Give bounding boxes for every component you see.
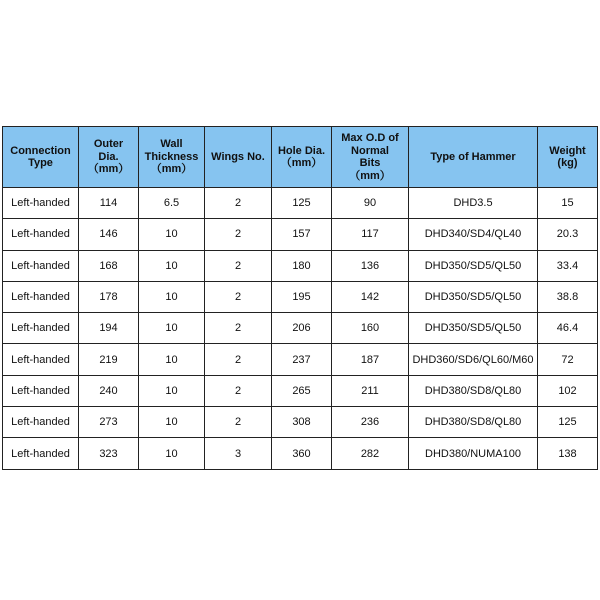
header-row: [3, 127, 598, 188]
header-line: Outer: [93, 138, 124, 151]
table-row: [3, 250, 598, 281]
cell-connection-type: Left-handed: [3, 313, 79, 344]
cell-connection-type: Left-handed: [3, 219, 79, 250]
cell-wings-no: 2: [205, 219, 272, 250]
cell-weight: 15: [538, 188, 598, 219]
cell-connection-type: Left-handed: [3, 344, 79, 375]
cell-weight: 102: [538, 375, 598, 406]
cell-weight: 72: [538, 344, 598, 375]
cell-wings-no: 2: [205, 188, 272, 219]
cell-max-od-bits: 187: [332, 344, 409, 375]
header-line: Hole Dia.: [277, 144, 326, 157]
cell-outer-dia: 323: [79, 438, 139, 469]
cell-wall-thickness: 10: [139, 407, 205, 438]
cell-hole-dia: 157: [272, 219, 332, 250]
cell-connection-type: Left-handed: [3, 375, 79, 406]
cell-wall-thickness: 10: [139, 375, 205, 406]
cell-type-of-hammer: DHD3.5: [409, 188, 538, 219]
header-line: Dia.: [98, 150, 119, 163]
cell-wall-thickness: 10: [139, 219, 205, 250]
table-row: [3, 407, 598, 438]
table-row: [3, 344, 598, 375]
cell-wings-no: 2: [205, 375, 272, 406]
cell-max-od-bits: 282: [332, 438, 409, 469]
header-hole-dia: [272, 127, 332, 188]
header-line: （mm）: [280, 157, 323, 169]
cell-max-od-bits: 90: [332, 188, 409, 219]
header-line: (kg): [557, 157, 578, 169]
cell-wings-no: 2: [205, 313, 272, 344]
cell-weight: 38.8: [538, 281, 598, 312]
cell-wall-thickness: 6.5: [139, 188, 205, 219]
cell-outer-dia: 219: [79, 344, 139, 375]
cell-type-of-hammer: DHD360/SD6/QL60/M60: [409, 344, 538, 375]
cell-wings-no: 2: [205, 281, 272, 312]
cell-weight: 33.4: [538, 250, 598, 281]
cell-wings-no: 2: [205, 344, 272, 375]
table-row: [3, 313, 598, 344]
header-line: Normal: [351, 144, 389, 157]
header-line: Type: [28, 157, 53, 169]
cell-hole-dia: 237: [272, 344, 332, 375]
header-wings-no: [205, 127, 272, 188]
header-line: Thickness: [144, 150, 199, 163]
cell-hole-dia: 206: [272, 313, 332, 344]
cell-type-of-hammer: DHD380/SD8/QL80: [409, 375, 538, 406]
cell-wall-thickness: 10: [139, 281, 205, 312]
cell-wings-no: 2: [205, 250, 272, 281]
header-line: （mm）: [349, 169, 391, 182]
cell-connection-type: Left-handed: [3, 188, 79, 219]
cell-hole-dia: 265: [272, 375, 332, 406]
cell-connection-type: Left-handed: [3, 438, 79, 469]
header-line: Weight: [549, 144, 586, 157]
cell-type-of-hammer: DHD350/SD5/QL50: [409, 313, 538, 344]
cell-outer-dia: 194: [79, 313, 139, 344]
header-wall-thickness: [139, 127, 205, 188]
cell-weight: 20.3: [538, 219, 598, 250]
table-row: [3, 438, 598, 469]
cell-type-of-hammer: DHD340/SD4/QL40: [409, 219, 538, 250]
header-max-od-bits: [332, 127, 409, 188]
header-type-of-hammer: [409, 127, 538, 188]
cell-outer-dia: 240: [79, 375, 139, 406]
cell-wall-thickness: 10: [139, 250, 205, 281]
header-line: Wings No.: [211, 150, 265, 163]
cell-outer-dia: 146: [79, 219, 139, 250]
cell-weight: 138: [538, 438, 598, 469]
spec-table: [2, 126, 598, 470]
cell-max-od-bits: 211: [332, 375, 409, 406]
cell-weight: 125: [538, 407, 598, 438]
cell-max-od-bits: 136: [332, 250, 409, 281]
table-row: [3, 219, 598, 250]
cell-max-od-bits: 236: [332, 407, 409, 438]
cell-hole-dia: 125: [272, 188, 332, 219]
table-row: [3, 375, 598, 406]
cell-hole-dia: 360: [272, 438, 332, 469]
cell-hole-dia: 308: [272, 407, 332, 438]
cell-hole-dia: 195: [272, 281, 332, 312]
header-line: Bits: [359, 157, 381, 169]
header-weight: [538, 127, 598, 188]
table-body: [3, 188, 598, 470]
cell-type-of-hammer: DHD380/SD8/QL80: [409, 407, 538, 438]
cell-wall-thickness: 10: [139, 313, 205, 344]
cell-weight: 46.4: [538, 313, 598, 344]
cell-type-of-hammer: DHD350/SD5/QL50: [409, 281, 538, 312]
cell-outer-dia: 273: [79, 407, 139, 438]
cell-max-od-bits: 117: [332, 219, 409, 250]
header-line: （mm）: [87, 163, 130, 176]
cell-max-od-bits: 142: [332, 281, 409, 312]
cell-max-od-bits: 160: [332, 313, 409, 344]
header-outer-dia: [79, 127, 139, 188]
cell-connection-type: Left-handed: [3, 407, 79, 438]
cell-outer-dia: 114: [79, 188, 139, 219]
header-line: Type of Hammer: [430, 150, 516, 163]
table-row: [3, 188, 598, 219]
cell-wings-no: 3: [205, 438, 272, 469]
cell-type-of-hammer: DHD380/NUMA100: [409, 438, 538, 469]
cell-hole-dia: 180: [272, 250, 332, 281]
cell-wall-thickness: 10: [139, 344, 205, 375]
cell-outer-dia: 178: [79, 281, 139, 312]
header-connection-type: [3, 127, 79, 188]
cell-outer-dia: 168: [79, 250, 139, 281]
cell-connection-type: Left-handed: [3, 281, 79, 312]
header-line: Max O.D of: [341, 132, 399, 144]
cell-wings-no: 2: [205, 407, 272, 438]
header-line: Connection: [10, 144, 71, 157]
cell-type-of-hammer: DHD350/SD5/QL50: [409, 250, 538, 281]
cell-wall-thickness: 10: [139, 438, 205, 469]
header-line: Wall: [160, 138, 183, 151]
header-line: （mm）: [150, 163, 193, 176]
cell-connection-type: Left-handed: [3, 250, 79, 281]
table-row: [3, 281, 598, 312]
